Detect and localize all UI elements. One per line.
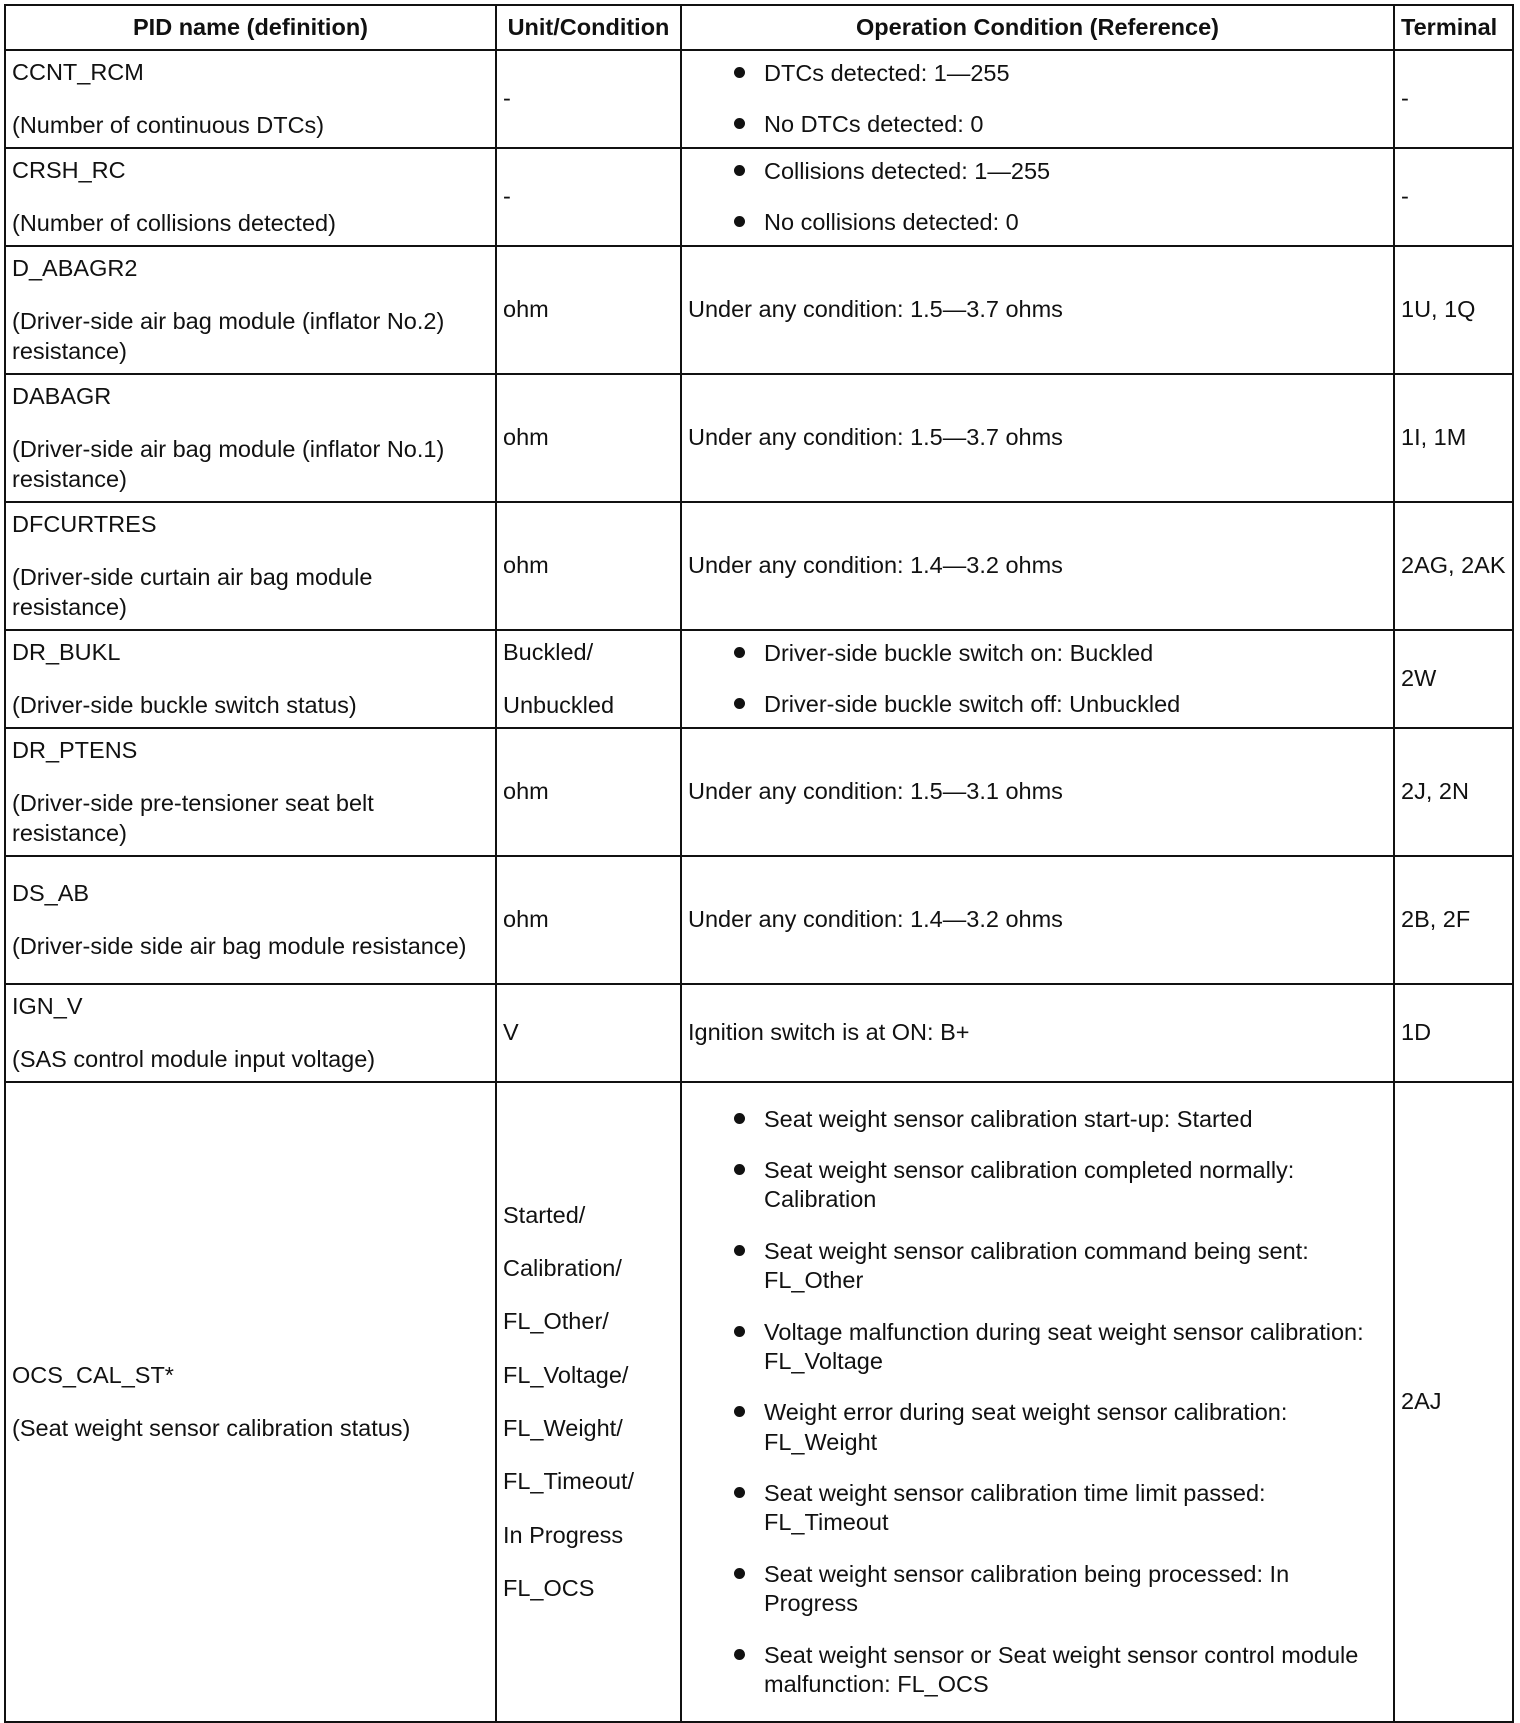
header-pid-name: PID name (definition) [5,5,496,50]
unit-cell: - [496,50,681,148]
pid-code: DR_BUKL [12,638,121,665]
header-terminal: Terminal [1394,5,1513,50]
unit-option: In Progress [503,1521,624,1548]
pid-cell [5,246,496,374]
condition-item: Seat weight sensor calibration command being sent: FL_Other [732,1237,1387,1296]
condition-item: Seat weight sensor calibration completed normally: Calibration [732,1156,1387,1215]
pid-code: IGN_V [12,992,83,1019]
unit-cell: ohm [496,246,681,374]
unit-option: Calibration/ [503,1254,622,1281]
bullet-icon [734,1649,745,1660]
bullet-icon [734,1568,745,1579]
unit-option: FL_Voltage/ [503,1361,629,1388]
table-row [5,630,1513,728]
unit-option: Started/ [503,1201,586,1228]
pid-definition: (Driver-side pre-tensioner seat belt resistance) [12,790,374,846]
header-operation-condition: Operation Condition (Reference) [681,5,1394,50]
condition-item: Seat weight sensor or Seat weight sensor control module malfunction: FL_OCS [732,1641,1387,1700]
bullet-icon [734,1164,745,1175]
terminal-cell: 2J, 2N [1394,728,1513,856]
pid-cell [5,630,496,728]
terminal-cell: 1I, 1M [1394,374,1513,502]
condition-cell: Under any condition: 1.5—3.7 ohms [681,374,1394,502]
pid-code: D_ABAGR2 [12,254,138,281]
table-row [5,728,1513,856]
terminal-cell: 2B, 2F [1394,856,1513,984]
unit-cell: ohm [496,856,681,984]
pid-code: DFCURTRES [12,510,157,537]
condition-cell: Under any condition: 1.4—3.2 ohms [681,856,1394,984]
pid-cell [5,148,496,246]
pid-cell [5,728,496,856]
pid-cell [5,50,496,148]
table-row [5,374,1513,502]
condition-item: DTCs detected: 1—255 [732,59,1387,88]
condition-item: Collisions detected: 1—255 [732,157,1387,186]
pid-code: OCS_CAL_ST* [12,1361,174,1388]
condition-cell: Ignition switch is at ON: B+ [681,984,1394,1082]
pid-cell [5,1082,496,1722]
unit-option: Buckled/ [503,638,594,665]
header-row [5,5,1513,50]
pid-cell [5,984,496,1082]
pid-code: DS_AB [12,879,90,906]
condition-item: Voltage malfunction during seat weight sensor calibration: FL_Voltage [732,1318,1387,1377]
pid-cell [5,856,496,984]
pid-definition: (Number of collisions detected) [12,210,336,236]
terminal-cell: 2W [1394,630,1513,728]
unit-cell: ohm [496,728,681,856]
table-row [5,148,1513,246]
pid-definition: (Driver-side buckle switch status) [12,692,357,718]
bullet-icon [734,118,745,129]
pid-reference-table [4,4,1514,1723]
unit-option: FL_Timeout/ [503,1468,635,1495]
bullet-icon [734,1326,745,1337]
condition-cell [681,148,1394,246]
terminal-cell: 1D [1394,984,1513,1082]
pid-definition: (SAS control module input voltage) [12,1046,376,1072]
unit-cell [496,1082,681,1722]
pid-code: CCNT_RCM [12,58,144,85]
unit-cell: - [496,148,681,246]
condition-item: No collisions detected: 0 [732,208,1387,237]
pid-code: DR_PTENS [12,736,138,763]
condition-item: Driver-side buckle switch off: Unbuckled [732,690,1387,719]
pid-definition: (Seat weight sensor calibration status) [12,1415,411,1441]
bullet-icon [734,1406,745,1417]
condition-item: No DTCs detected: 0 [732,110,1387,139]
bullet-icon [734,1113,745,1124]
condition-item: Seat weight sensor calibration start-up: Started [732,1105,1387,1134]
bullet-icon [734,1245,745,1256]
terminal-cell: - [1394,148,1513,246]
pid-code: DABAGR [12,382,112,409]
unit-cell: V [496,984,681,1082]
bullet-icon [734,67,745,78]
bullet-icon [734,698,745,709]
condition-item: Weight error during seat weight sensor calibration: FL_Weight [732,1398,1387,1457]
table-row [5,856,1513,984]
unit-cell: ohm [496,502,681,630]
condition-list [688,639,1387,720]
pid-definition: (Driver-side side air bag module resistance) [12,933,467,959]
terminal-cell: 1U, 1Q [1394,246,1513,374]
terminal-cell: 2AG, 2AK [1394,502,1513,630]
condition-cell: Under any condition: 1.5—3.7 ohms [681,246,1394,374]
terminal-cell: 2AJ [1394,1082,1513,1722]
table-row [5,502,1513,630]
table-row [5,1082,1513,1722]
condition-cell [681,630,1394,728]
condition-list [688,59,1387,140]
pid-cell [5,502,496,630]
unit-option: FL_OCS [503,1575,595,1602]
table-row [5,246,1513,374]
terminal-cell: - [1394,50,1513,148]
pid-code: CRSH_RC [12,156,126,183]
condition-cell [681,50,1394,148]
condition-item: Driver-side buckle switch on: Buckled [732,639,1387,668]
unit-option: FL_Other/ [503,1308,609,1335]
table-row [5,984,1513,1082]
header-unit-condition: Unit/Condition [496,5,681,50]
bullet-icon [734,1487,745,1498]
unit-cell: ohm [496,374,681,502]
condition-cell: Under any condition: 1.4—3.2 ohms [681,502,1394,630]
pid-definition: (Driver-side air bag module (inflator No.2) resistance) [12,308,445,364]
bullet-icon [734,165,745,176]
condition-list [688,1105,1387,1700]
pid-definition: (Driver-side curtain air bag module resistance) [12,564,373,620]
pid-definition: (Number of continuous DTCs) [12,112,325,138]
pid-cell [5,374,496,502]
condition-list [688,157,1387,238]
pid-definition: (Driver-side air bag module (inflator No.1) resistance) [12,436,445,492]
unit-cell [496,630,681,728]
bullet-icon [734,647,745,658]
unit-option: FL_Weight/ [503,1415,623,1441]
condition-item: Seat weight sensor calibration being processed: In Progress [732,1560,1387,1619]
condition-cell [681,1082,1394,1722]
unit-option: Unbuckled [503,692,615,718]
table-row [5,50,1513,148]
condition-item: Seat weight sensor calibration time limit passed: FL_Timeout [732,1479,1387,1538]
bullet-icon [734,216,745,227]
condition-cell: Under any condition: 1.5—3.1 ohms [681,728,1394,856]
